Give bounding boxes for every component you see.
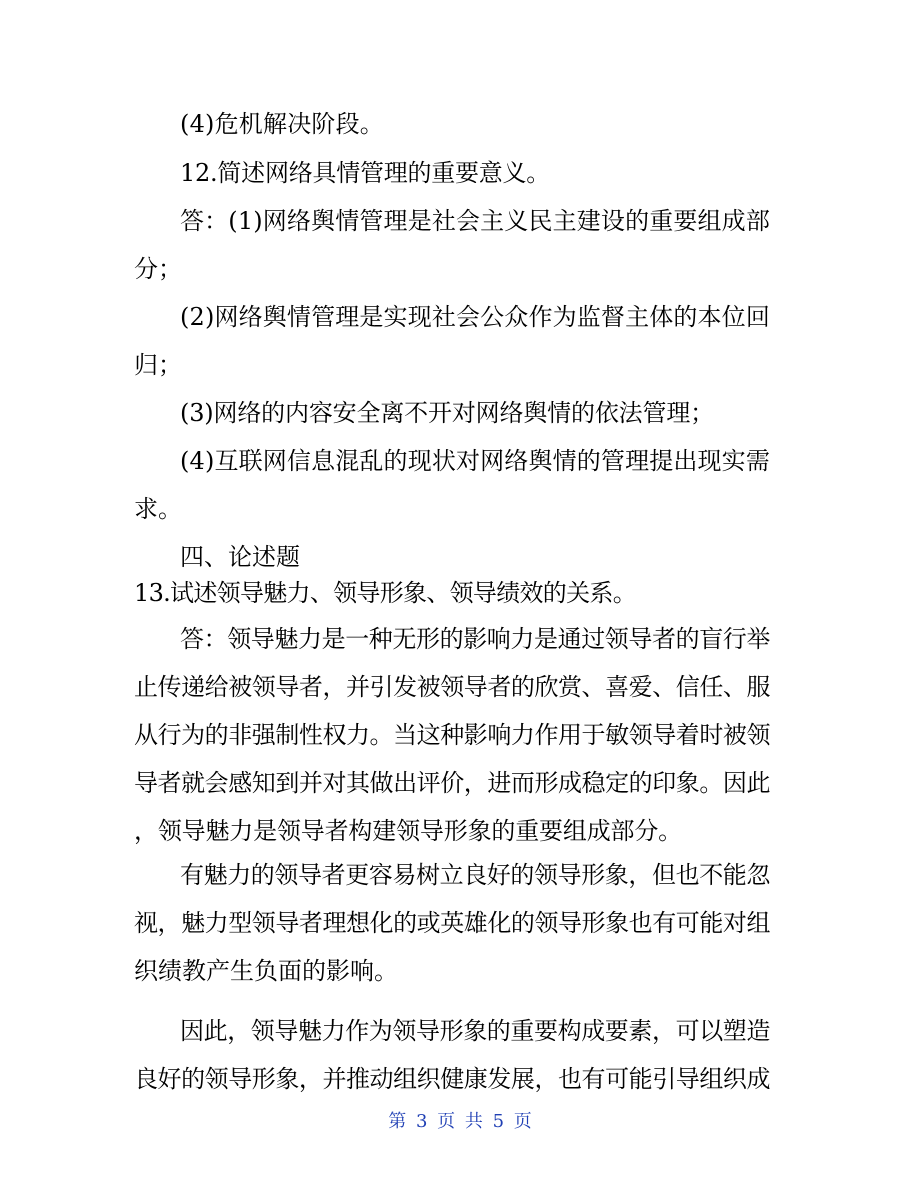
text-line: (3)网络的内容安全离不开对网络舆情的依法管理； — [180, 399, 714, 427]
text-line: 良好的领导形象，并推动组织健康发展，也有可能引导组织成 — [134, 1065, 770, 1093]
text-line: (2)网络舆情管理是实现社会公众作为监督主体的本位回 — [180, 303, 770, 331]
section-heading: 四、论述题 — [180, 543, 300, 571]
text-line: 止传递给被领导者，并引发被领导者的欣赏、喜爱、信任、服 — [134, 673, 770, 701]
text-line: (4)互联网信息混乱的现状对网络舆情的管理提出现实需 — [180, 447, 770, 475]
text-line: 导者就会感知到并对其做出评价，进而形成稳定的印象。因此 — [134, 769, 770, 797]
text-line: 有魅力的领导者更容易树立良好的领导形象，但也不能忽 — [180, 861, 770, 889]
text-line: ，领导魅力是领导者构建领导形象的重要组成部分。 — [134, 817, 682, 845]
text-line: (4)危机解决阶段。 — [180, 110, 384, 138]
text-line: 从行为的非强制性权力。当这种影响力作用于敏领导着时被领 — [134, 721, 770, 749]
text-line: 视，魅力型领导者理想化的或英雄化的领导形象也有可能对组 — [134, 909, 770, 937]
text-line: 分； — [134, 255, 182, 283]
question-heading: 12.简述网络具情管理的重要意义。 — [180, 159, 550, 187]
text-line: 织绩教产生负面的影响。 — [134, 957, 398, 985]
text-line: 因此，领导魅力作为领导形象的重要构成要素，可以塑造 — [180, 1017, 770, 1045]
text-line: 归； — [134, 351, 182, 379]
text-line: 求。 — [134, 495, 182, 523]
text-line: 答：(1)网络舆情管理是社会主义民主建设的重要组成部 — [180, 207, 770, 235]
text-line: 答：领导魅力是一种无形的影响力是通过领导者的盲行举 — [180, 625, 770, 653]
question-heading: 13.试述领导魅力、领导形象、领导绩效的关系。 — [134, 579, 636, 607]
page-number-footer: 第 3 页 共 5 页 — [388, 1111, 532, 1132]
